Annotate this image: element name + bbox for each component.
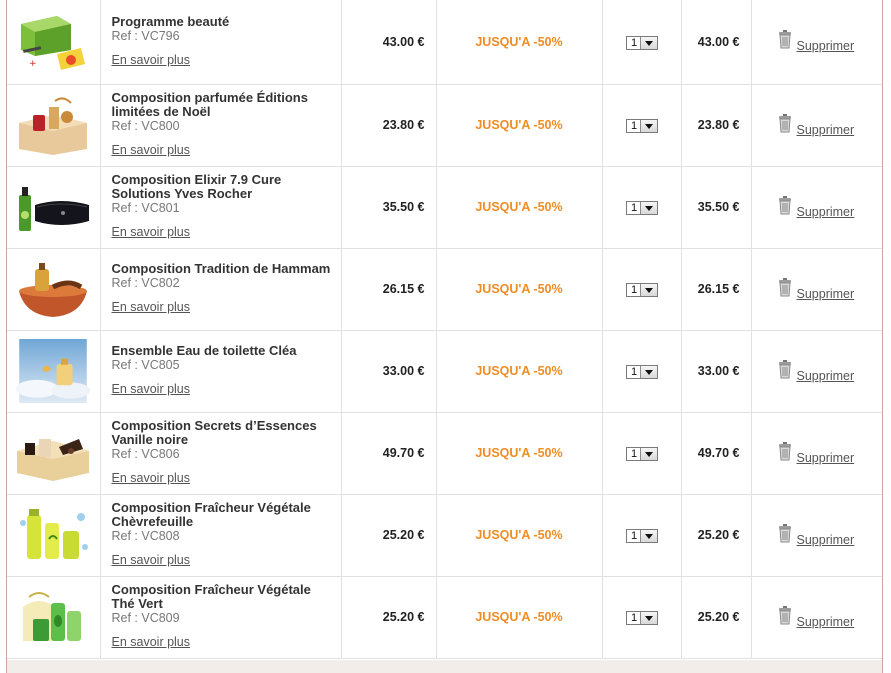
- product-ref: Ref : VC809: [111, 611, 180, 625]
- product-name: Composition parfumée Éditions limitées de Noël: [111, 90, 308, 119]
- delete-cell: [751, 0, 882, 84]
- product-image-cell: [7, 166, 100, 248]
- chevron-down-icon[interactable]: [640, 284, 657, 296]
- svg-text:+: +: [29, 58, 37, 69]
- quantity-cell: [602, 576, 681, 658]
- product-ref: Ref : VC801: [111, 201, 180, 215]
- more-info-link[interactable]: En savoir plus: [111, 635, 191, 649]
- delete-cell: [751, 412, 882, 494]
- quantity-select[interactable]: 1: [626, 36, 658, 50]
- line-total: 33.00 €: [681, 330, 751, 412]
- product-description: [100, 330, 341, 412]
- quantity-cell: [602, 494, 681, 576]
- chevron-down-icon[interactable]: [640, 366, 657, 378]
- trash-icon[interactable]: [776, 195, 794, 215]
- product-image[interactable]: [15, 585, 91, 649]
- product-ref: Ref : VC802: [111, 276, 180, 290]
- delete-label: Supprimer: [796, 122, 855, 137]
- product-image[interactable]: [15, 175, 91, 239]
- cart-table: [7, 0, 882, 659]
- more-info-link[interactable]: En savoir plus: [111, 143, 191, 157]
- product-image[interactable]: [15, 503, 91, 567]
- product-name: Ensemble Eau de toilette Cléa: [111, 343, 297, 358]
- chevron-down-icon[interactable]: [640, 120, 657, 132]
- delete-cell: [751, 166, 882, 248]
- quantity-cell: [602, 0, 681, 84]
- delete-cell: [751, 84, 882, 166]
- delete-cell: [751, 494, 882, 576]
- quantity-cell: [602, 84, 681, 166]
- delete-label: Supprimer: [796, 614, 855, 629]
- product-image-cell: [7, 0, 100, 84]
- product-image-cell: [7, 248, 100, 330]
- product-image[interactable]: [15, 257, 91, 321]
- trash-icon[interactable]: [776, 441, 794, 461]
- more-info-link[interactable]: En savoir plus: [111, 471, 191, 485]
- product-image-cell: [7, 330, 100, 412]
- product-image-cell: [7, 412, 100, 494]
- product-name: Composition Secrets d’Essences Vanille noire: [111, 418, 317, 447]
- product-image[interactable]: [15, 421, 91, 485]
- table-row: [7, 576, 882, 658]
- chevron-down-icon[interactable]: [640, 37, 657, 49]
- delete-button[interactable]: [776, 441, 855, 465]
- delete-label: Supprimer: [796, 368, 855, 383]
- unit-price: 23.80 €: [341, 84, 436, 166]
- delete-cell: [751, 576, 882, 658]
- product-name: Composition Fraîcheur Végétale Thé Vert: [111, 582, 311, 611]
- line-total: 43.00 €: [681, 0, 751, 84]
- line-total: 26.15 €: [681, 248, 751, 330]
- unit-price: 33.00 €: [341, 330, 436, 412]
- unit-price: 26.15 €: [341, 248, 436, 330]
- more-info-link[interactable]: En savoir plus: [111, 382, 191, 396]
- promo-label: JUSQU'A -50%: [436, 0, 602, 84]
- table-row: [7, 0, 882, 84]
- promo-label: JUSQU'A -50%: [436, 576, 602, 658]
- quantity-cell: [602, 166, 681, 248]
- unit-price: 25.20 €: [341, 494, 436, 576]
- delete-label: Supprimer: [796, 39, 855, 54]
- delete-button[interactable]: [776, 277, 855, 301]
- delete-cell: [751, 248, 882, 330]
- promo-label: JUSQU'A -50%: [436, 412, 602, 494]
- product-description: [100, 412, 341, 494]
- trash-icon[interactable]: [776, 29, 794, 49]
- product-name: Programme beauté: [111, 13, 230, 29]
- delete-button[interactable]: [776, 29, 855, 54]
- promo-label: JUSQU'A -50%: [436, 166, 602, 248]
- delete-label: Supprimer: [796, 286, 855, 301]
- delete-button[interactable]: [776, 195, 855, 219]
- product-name: Composition Elixir 7.9 Cure Solutions Yves Rocher: [111, 172, 282, 201]
- quantity-cell: [602, 330, 681, 412]
- cart-footer-bar: [7, 660, 882, 673]
- table-row: [7, 166, 882, 248]
- delete-label: Supprimer: [796, 204, 855, 219]
- product-image-cell: [7, 576, 100, 658]
- trash-icon[interactable]: [776, 113, 794, 133]
- promo-label: JUSQU'A -50%: [436, 330, 602, 412]
- delete-cell: [751, 330, 882, 412]
- quantity-select[interactable]: 1: [626, 447, 658, 461]
- more-info-link[interactable]: En savoir plus: [111, 52, 191, 67]
- chevron-down-icon[interactable]: [640, 448, 657, 460]
- product-image[interactable]: [15, 93, 91, 157]
- product-description: [100, 494, 341, 576]
- quantity-cell: [602, 248, 681, 330]
- quantity-select[interactable]: 1: [626, 365, 658, 379]
- promo-label: JUSQU'A -50%: [436, 84, 602, 166]
- trash-icon[interactable]: [776, 277, 794, 297]
- product-description: [100, 84, 341, 166]
- line-total: 23.80 €: [681, 84, 751, 166]
- product-ref: Ref : VC808: [111, 529, 180, 543]
- line-total: 25.20 €: [681, 576, 751, 658]
- unit-price: 43.00 €: [341, 0, 436, 84]
- quantity-select[interactable]: 1: [626, 201, 658, 215]
- unit-price: 35.50 €: [341, 166, 436, 248]
- product-ref: Ref : VC800: [111, 119, 180, 133]
- product-image-cell: [7, 84, 100, 166]
- product-image[interactable]: [15, 339, 91, 403]
- product-description: [100, 576, 341, 658]
- delete-label: Supprimer: [796, 450, 855, 465]
- product-description: [100, 248, 341, 330]
- line-total: 25.20 €: [681, 494, 751, 576]
- product-description: [100, 166, 341, 248]
- product-image[interactable]: [15, 10, 91, 74]
- more-info-link[interactable]: En savoir plus: [111, 300, 191, 314]
- delete-button[interactable]: [776, 523, 855, 547]
- quantity-cell: [602, 412, 681, 494]
- unit-price: 49.70 €: [341, 412, 436, 494]
- delete-button[interactable]: [776, 359, 855, 383]
- line-total: 49.70 €: [681, 412, 751, 494]
- delete-button[interactable]: [776, 605, 855, 629]
- trash-icon[interactable]: [776, 523, 794, 543]
- product-ref: Ref : VC806: [111, 447, 180, 461]
- chevron-down-icon[interactable]: [640, 530, 657, 542]
- product-ref: Ref : VC805: [111, 358, 180, 372]
- product-name: Composition Tradition de Hammam: [111, 261, 331, 276]
- product-description: [100, 0, 341, 84]
- table-row: [7, 330, 882, 412]
- table-row: [7, 248, 882, 330]
- quantity-select[interactable]: 1: [626, 119, 658, 133]
- more-info-link[interactable]: En savoir plus: [111, 553, 191, 567]
- product-image-cell: [7, 494, 100, 576]
- chevron-down-icon[interactable]: [640, 202, 657, 214]
- promo-label: JUSQU'A -50%: [436, 494, 602, 576]
- product-name: Composition Fraîcheur Végétale Chèvrefeuille: [111, 500, 311, 529]
- table-row: [7, 494, 882, 576]
- more-info-link[interactable]: En savoir plus: [111, 225, 191, 239]
- table-row: [7, 412, 882, 494]
- quantity-select[interactable]: 1: [626, 283, 658, 297]
- line-total: 35.50 €: [681, 166, 751, 248]
- promo-label: JUSQU'A -50%: [436, 248, 602, 330]
- trash-icon[interactable]: [776, 359, 794, 379]
- delete-label: Supprimer: [796, 532, 855, 547]
- trash-icon[interactable]: [776, 605, 794, 625]
- delete-button[interactable]: [776, 113, 855, 137]
- product-ref: Ref : VC796: [111, 28, 180, 43]
- unit-price: 25.20 €: [341, 576, 436, 658]
- quantity-select[interactable]: 1: [626, 529, 658, 543]
- quantity-select[interactable]: 1: [626, 611, 658, 625]
- chevron-down-icon[interactable]: [640, 612, 657, 624]
- table-row: [7, 84, 882, 166]
